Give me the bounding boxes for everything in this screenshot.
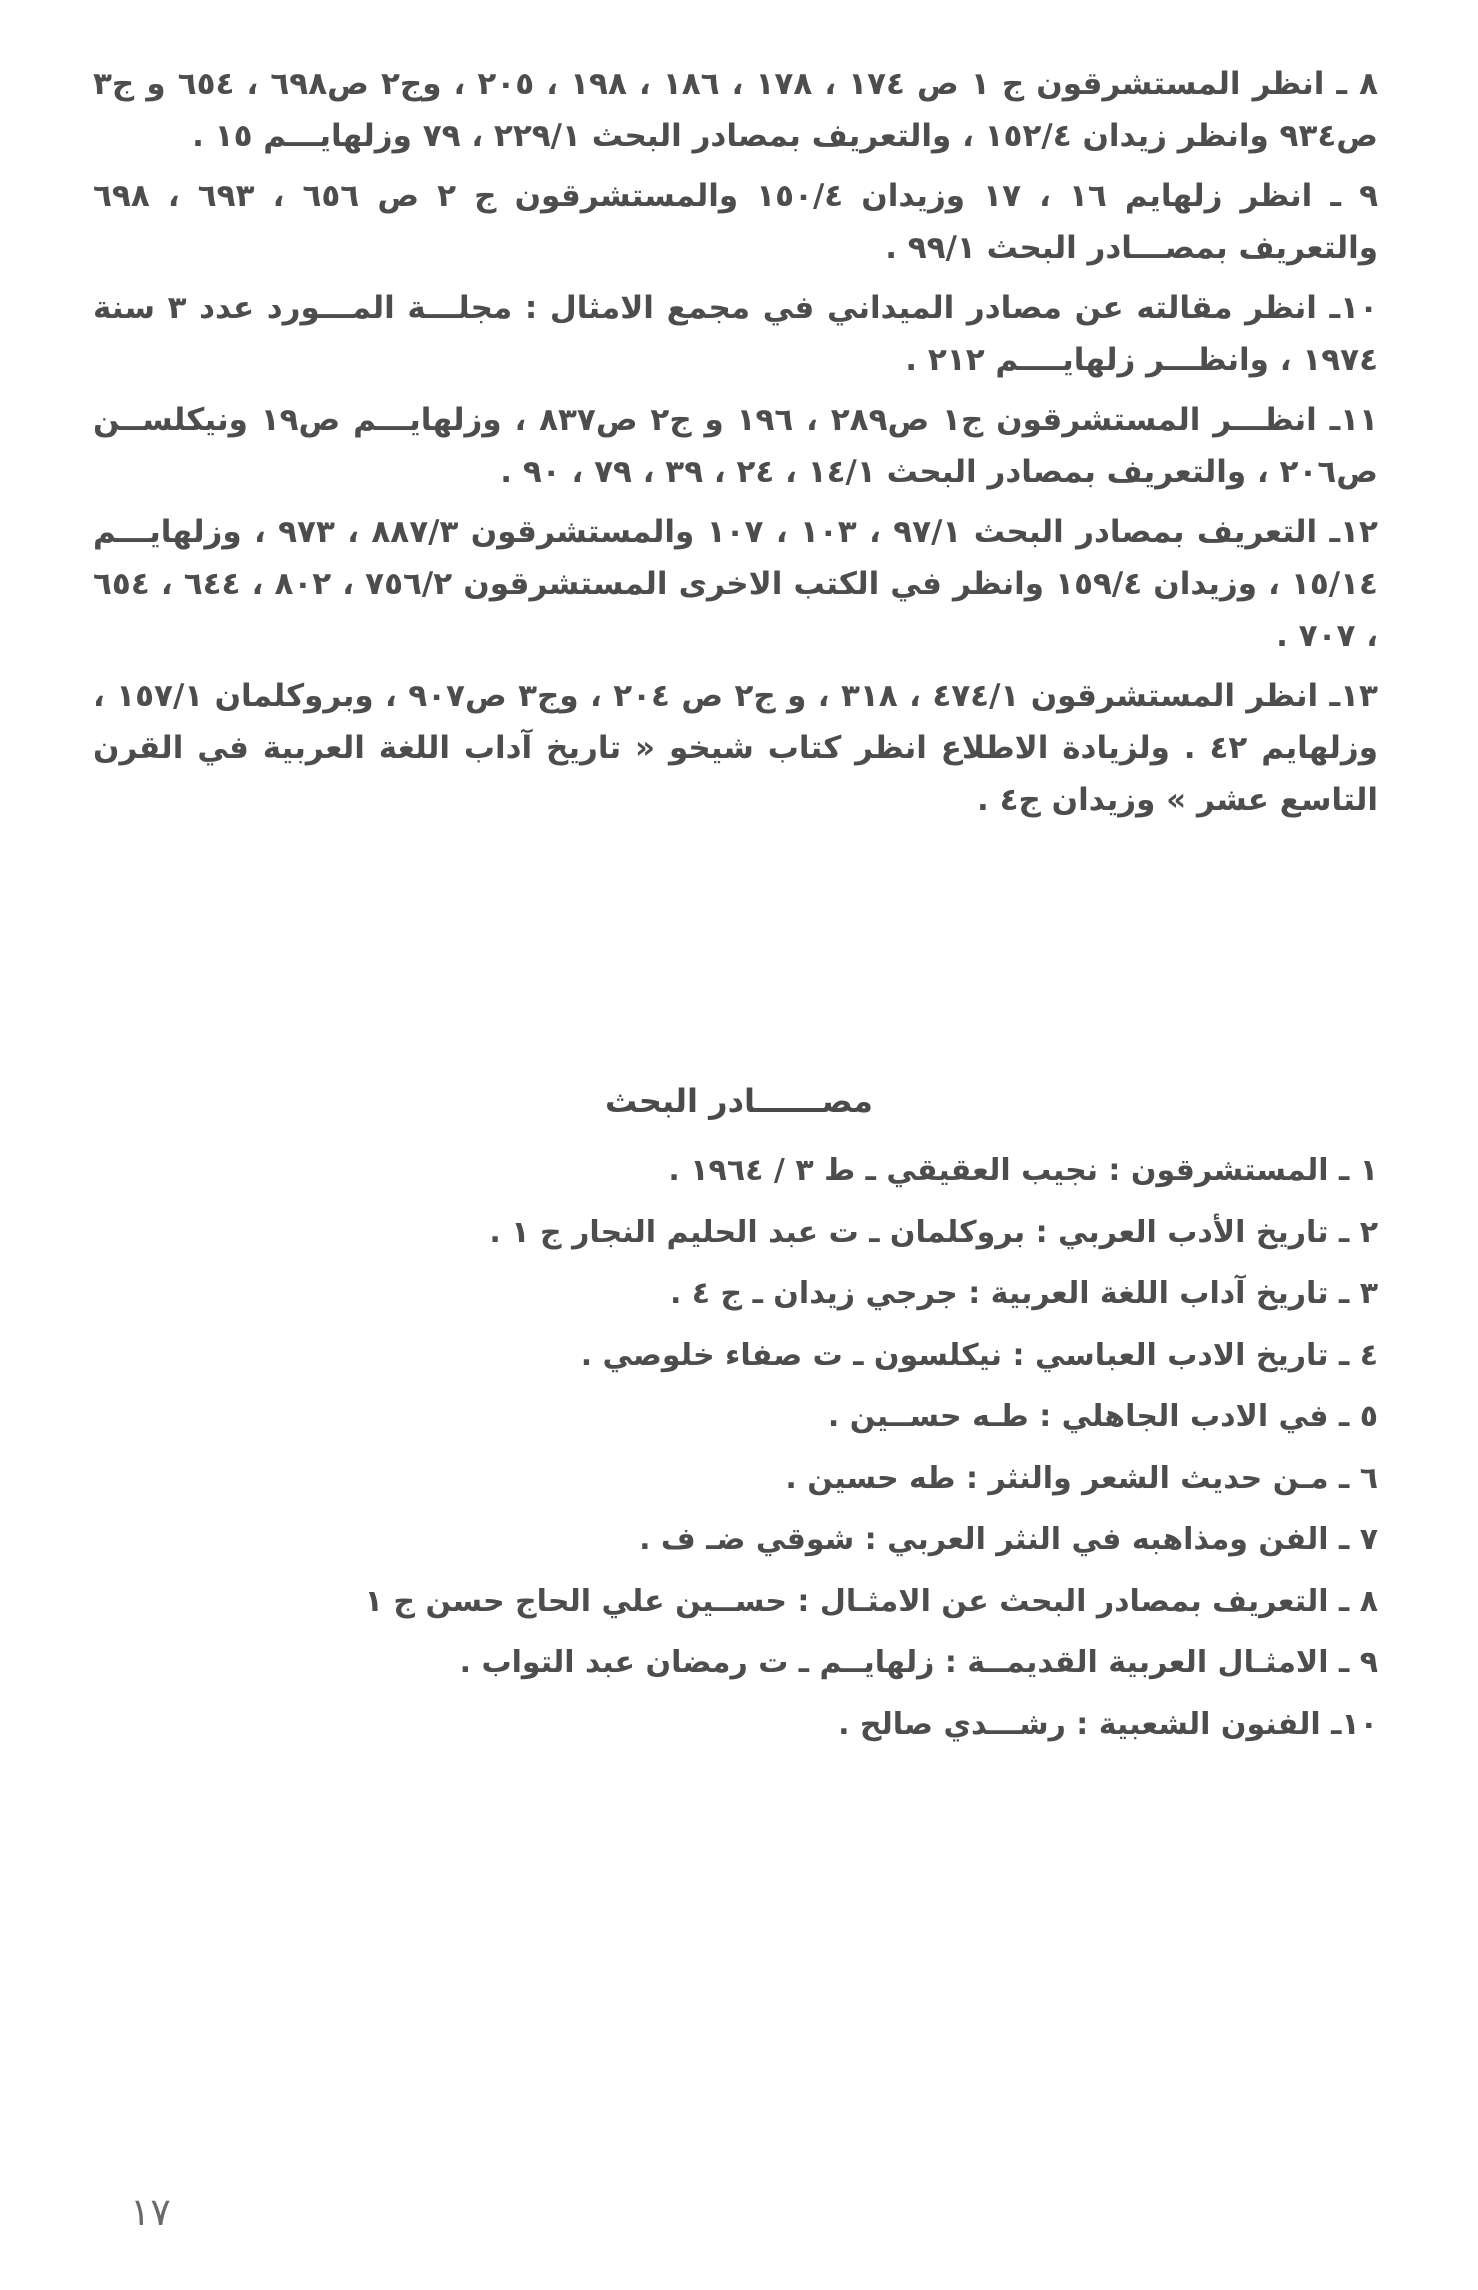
footnote-11: ١١ـ انظـــر المستشرقون ج١ ص٢٨٩ ، ١٩٦ و ج٢ ص٨٣٧ ، وزلهايـــم ص١٩ ونيكلســن ص٢٠٦ ، والتعريف بمصادر البحث ١٤/١ ، ٢٤ ، ٣٩ ، ٧٩ ، ٩٠ .	[93, 402, 1379, 490]
footnote-13: ١٣ـ انظر المستشرقون ٤٧٤/١ ، ٣١٨ ، و ج٢ ص ٢٠٤ ، وج٣ ص٩٠٧ ، وبروكلمان ١٥٧/١ ، وزلهايم ٤٢ . ولزيادة الاطلاع انظر كتاب شيخو « تاريخ آداب اللغة العربية في القرن التاسع عشر » وزيدان ج٤ .	[93, 678, 1379, 818]
footnote-12: ١٢ـ التعريف بمصادر البحث ٩٧/١ ، ١٠٣ ، ١٠٧ والمستشرقون ٨٨٧/٣ ، ٩٧٣ ، وزلهايـــم ١٥/١٤ ، وزيدان ١٥٩/٤ وانظر في الكتب الاخرى المستشرقون ٧٥٦/٢ ، ٨٠٢ ، ٦٤٤ ، ٦٥٤ ، ٧٠٧ .	[93, 514, 1378, 654]
footnote-8: ٨ ـ انظر المستشرقون ج ١ ص ١٧٤ ، ١٧٨ ، ١٨٦ ، ١٩٨ ، ٢٠٥ ، وج٢ ص٦٩٨ ، ٦٥٤ و ج٣ ص٩٣٤ وانظر زيدان ١٥٢/٤ ، والتعريف بمصادر البحث ٢٢٩/١ ، ٧٩ وزلهايـــم ١٥ .	[93, 66, 1379, 154]
source-item-2: ٢ ـ تاريخ الأدب العربي : بروكلمان ـ ت عبد الحليم النجار ج ١ .	[489, 1214, 1378, 1250]
source-item-6: ٦ ـ مـن حديث الشعر والنثر : طه حسين .	[785, 1460, 1378, 1496]
source-item-5: ٥ ـ في الادب الجاهلي : طـه حســين .	[827, 1399, 1378, 1434]
source-item-7: ٧ ـ الفن ومذاهبه في النثر العربي : شوقي ضـ ف .	[639, 1522, 1378, 1557]
footnote-9: ٩ ـ انظر زلهايم ١٦ ، ١٧ وزيدان ١٥٠/٤ والمستشرقون ج ٢ ص ٦٥٦ ، ٦٩٣ ، ٦٩٨ والتعريف بمصـــادر البحث ٩٩/١ .	[93, 178, 1378, 266]
source-item-4: ٤ ـ تاريخ الادب العباسي : نيكلسون ـ ت صفاء خلوصي .	[580, 1337, 1378, 1373]
source-item-8: ٨ ـ التعريف بمصادر البحث عن الامثـال : حســين علي الحاج حسن ج ١	[364, 1583, 1378, 1619]
source-item-9: ٩ ـ الامثـال العربية القديمــة : زلهايــم ـ ت رمضان عبد التواب .	[459, 1645, 1378, 1680]
sources-list	[278, 1140, 1378, 1755]
source-item-10: ١٠ـ الفنون الشعبية : رشـــدي صالح .	[838, 1706, 1378, 1742]
footnote-10: ١٠ـ انظر مقالته عن مصادر الميداني في مجمع الامثال : مجلـــة المـــورد عدد ٣ سنة ١٩٧٤ ، وانظـــر زلهايــــم ٢١٢ .	[93, 290, 1378, 378]
footnotes-section	[93, 58, 1378, 834]
page-number: ١٧	[130, 2190, 171, 2234]
sources-heading: مصــــــادر البحث	[605, 1082, 873, 1120]
source-item-1: ١ ـ المستشرقون : نجيب العقيقي ـ ط ٣ / ١٩٦٤ .	[668, 1153, 1378, 1188]
source-item-3: ٣ ـ تاريخ آداب اللغة العربية : جرجي زيدان ـ ج ٤ .	[669, 1276, 1378, 1311]
